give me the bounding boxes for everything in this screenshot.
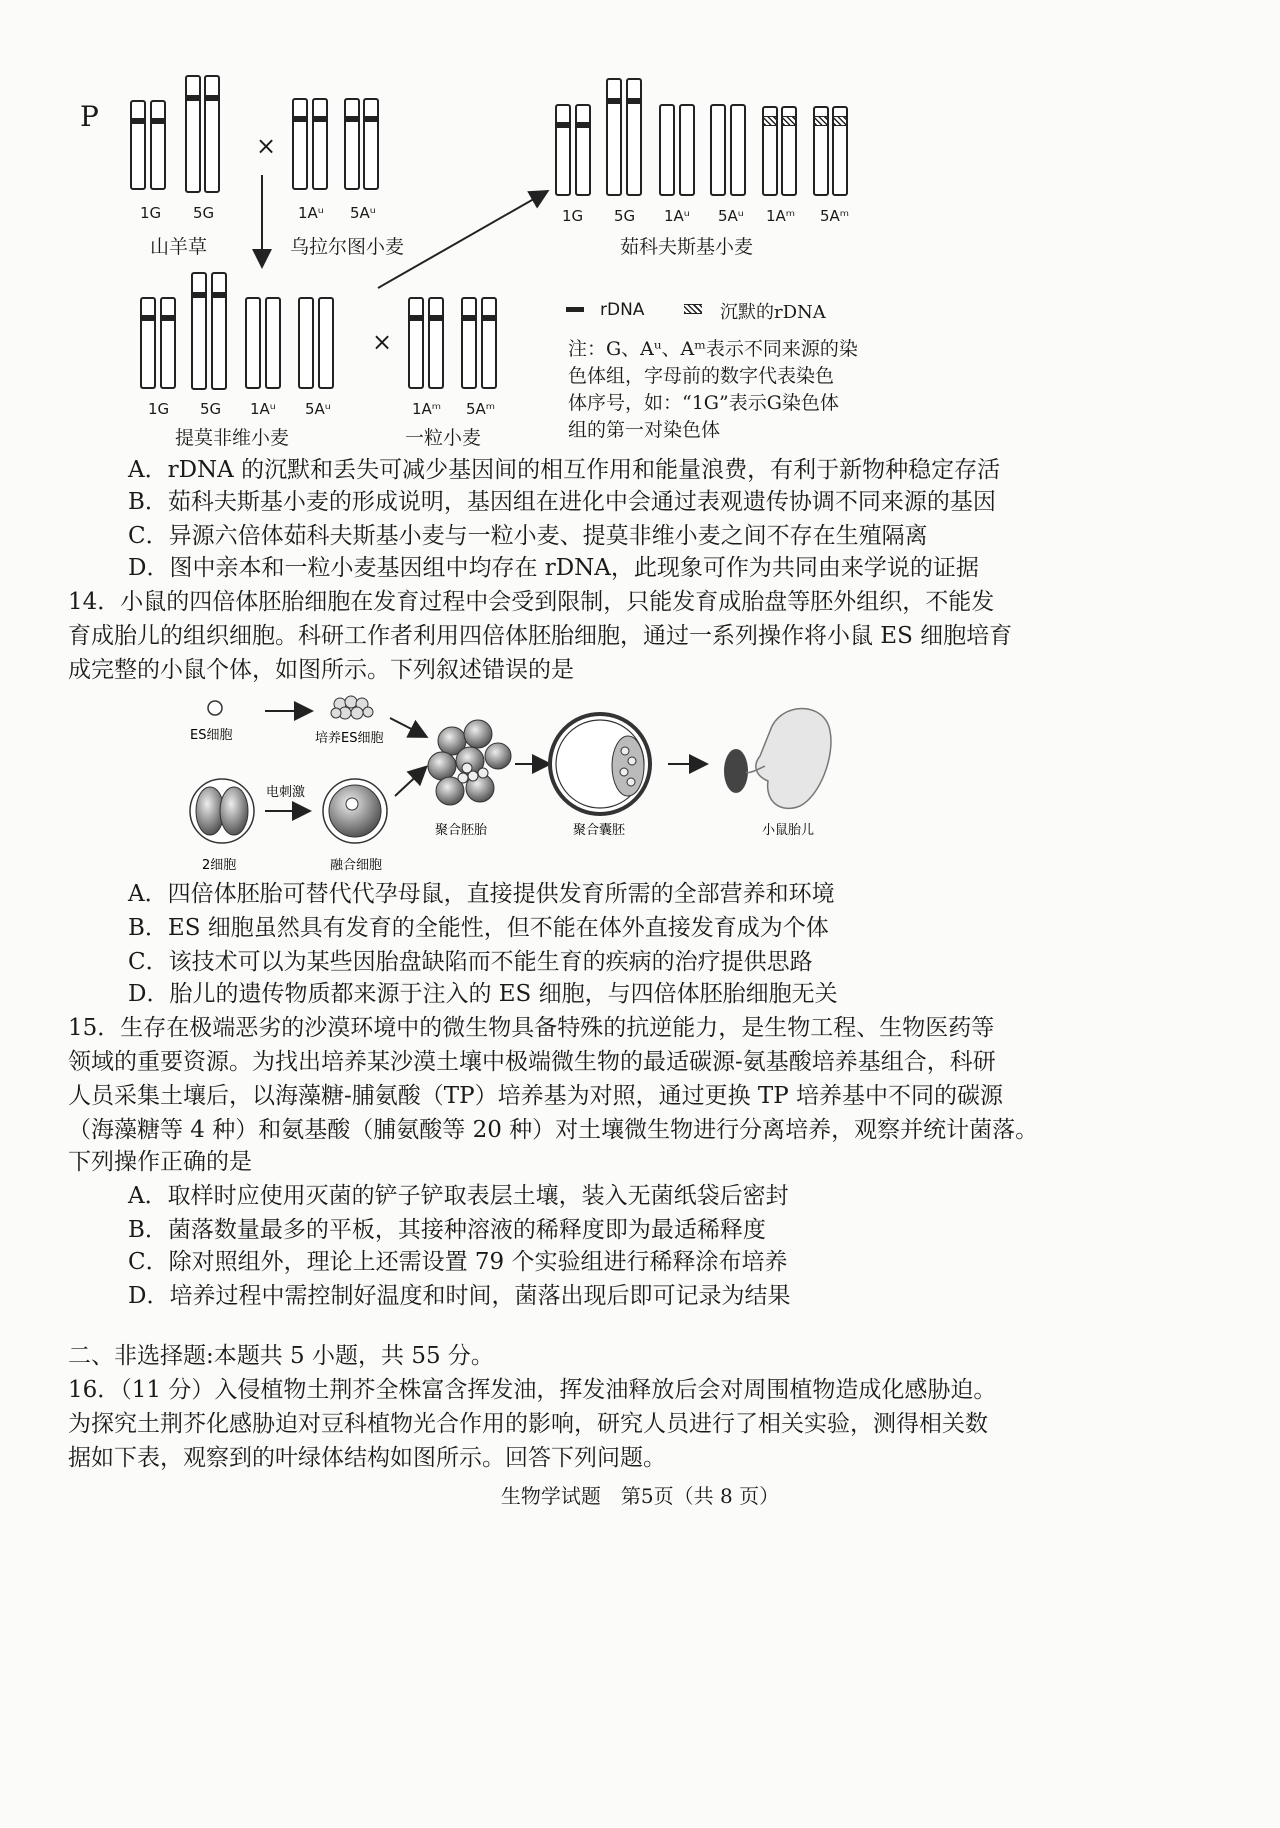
- chr-label: 1G: [140, 204, 162, 222]
- chromosome: [160, 297, 176, 389]
- chromosome: [555, 104, 571, 196]
- p-generation-label: P: [80, 100, 99, 133]
- legend-silent-rdna: 沉默的rDNA: [720, 302, 826, 323]
- q13-option-b: B．茹科夫斯基小麦的形成说明，基因组在进化中会通过表观遗传协调不同来源的基因: [128, 489, 996, 515]
- chromosome: [211, 272, 227, 390]
- silent-rdna-swatch: [684, 304, 702, 314]
- q16-line: 16．（11 分）入侵植物土荆芥全株富含挥发油，挥发油释放后会对周围植物造成化感胁迫。: [68, 1377, 997, 1403]
- chromosome: [265, 297, 281, 389]
- note-line: 体序号，如：“1G”表示G染色体: [568, 392, 839, 414]
- chromosome: [730, 104, 746, 196]
- q16-line: 据如下表，观察到的叶绿体结构如图所示。回答下列问题。: [68, 1445, 666, 1471]
- chromosome: [428, 297, 444, 389]
- chromosome: [481, 297, 497, 389]
- chr-label: 1Aᵐ: [412, 400, 442, 418]
- chromosome: [606, 78, 622, 196]
- two-cell-label: 2细胞: [202, 858, 237, 873]
- chromosome: [191, 272, 207, 390]
- legend-rdna: rDNA: [600, 300, 645, 320]
- q13-option-c: C．异源六倍体茹科夫斯基小麦与一粒小麦、提莫非维小麦之间不存在生殖隔离: [128, 523, 928, 549]
- q15-stem-line: 人员采集土壤后，以海藻糖-脯氨酸（TP）培养基为对照，通过更换 TP 培养基中不同的碳源: [68, 1083, 1004, 1109]
- q15-option-b: B．菌落数量最多的平板，其接种溶液的稀释度即为最适稀释度: [128, 1217, 766, 1243]
- chromosome: [679, 104, 695, 196]
- section-heading: 二、非选择题:本题共 5 小题，共 55 分。: [68, 1343, 494, 1369]
- es-cell-figure: [180, 686, 860, 876]
- cultured-es-cluster: [331, 696, 373, 719]
- aggregate-embryo-label: 聚合胚胎: [435, 823, 488, 838]
- page-footer: 生物学试题 第5页（共 8 页）: [500, 1484, 780, 1508]
- q15-stem-line: 15．生存在极端恶劣的沙漠环境中的微生物具备特殊的抗逆能力，是生物工程、生物医药等: [68, 1015, 995, 1041]
- q13-option-d: D．图中亲本和一粒小麦基因组中均存在 rDNA，此现象可作为共同由来学说的证据: [128, 555, 979, 581]
- chromosome: [408, 297, 424, 389]
- q13-option-a: A．rDNA 的沉默和丢失可减少基因间的相互作用和能量浪费，有利于新物种稳定存活: [128, 457, 1001, 483]
- cross-sign: ×: [372, 328, 393, 356]
- chr-label: 1Aᵘ: [664, 207, 690, 225]
- chromosome: [461, 297, 477, 389]
- chromosome: [626, 78, 642, 196]
- chr-label: 1Aᵘ: [298, 204, 324, 222]
- q15-stem-line: 领域的重要资源。为找出培养某沙漠土壤中极端微生物的最适碳源-氨基酸培养基组合，科研: [68, 1049, 996, 1075]
- chr-label: 5G: [200, 400, 222, 418]
- chr-label: 5G: [193, 204, 215, 222]
- rdna-swatch: [566, 307, 584, 312]
- species-name: 提莫非维小麦: [175, 427, 290, 449]
- q15-option-d: D．培养过程中需控制好温度和时间，菌落出现后即可记录为结果: [128, 1283, 791, 1309]
- note-line: 组的第一对染色体: [568, 419, 721, 441]
- chr-label: 5Aᵐ: [820, 207, 850, 225]
- fetus-label: 小鼠胎儿: [762, 823, 815, 838]
- aggregate-embryo: [428, 720, 511, 805]
- chr-label: 5G: [614, 207, 636, 225]
- chr-label: 5Aᵘ: [350, 204, 376, 222]
- es-cell-label: ES细胞: [190, 728, 233, 743]
- es-cell-icon: [208, 701, 222, 715]
- chromosome: [781, 106, 797, 196]
- q15-option-c: C．除对照组外，理论上还需设置 79 个实验组进行稀释涂布培养: [128, 1249, 788, 1275]
- chromosome: [762, 106, 778, 196]
- electric-stimulation-label: 电刺激: [266, 785, 306, 800]
- aggregate-blastocyst-label: 聚合囊胚: [573, 823, 626, 838]
- species-name: 一粒小麦: [405, 427, 482, 449]
- q15-stem-line: 下列操作正确的是: [68, 1149, 252, 1175]
- chromosome: [140, 297, 156, 389]
- q14-option-c: C．该技术可以为某些因胎盘缺陷而不能生育的疾病的治疗提供思路: [128, 949, 813, 975]
- q16-line: 为探究土荆芥化感胁迫对豆科植物光合作用的影响，研究人员进行了相关实验，测得相关数: [68, 1411, 988, 1437]
- chr-label: 1Aᵐ: [766, 207, 796, 225]
- note-line: 注：G、Aᵘ、Aᵐ表示不同来源的染: [568, 338, 858, 360]
- q14-option-d: D．胎儿的遗传物质都来源于注入的 ES 细胞，与四倍体胚胎细胞无关: [128, 981, 838, 1007]
- q14-stem-line: 14．小鼠的四倍体胚胎细胞在发育过程中会受到限制，只能发育成胎盘等胚外组织，不能发: [68, 589, 995, 615]
- chromosome: [245, 297, 261, 389]
- mouse-fetus: [724, 709, 831, 809]
- cultured-es-label: 培养ES细胞: [315, 731, 384, 746]
- chromosome: [298, 297, 314, 389]
- chr-label: 5Aᵘ: [305, 400, 331, 418]
- q14-option-b: B．ES 细胞虽然具有发育的全能性，但不能在体外直接发育成为个体: [128, 915, 829, 941]
- chromosome: [659, 104, 675, 196]
- aggregate-blastocyst: [550, 714, 650, 814]
- q14-stem-line: 成完整的小鼠个体，如图所示。下列叙述错误的是: [68, 657, 574, 683]
- q15-stem-line: （海藻糖等 4 种）和氨基酸（脯氨酸等 20 种）对土壤微生物进行分离培养，观察并统计菌落。: [68, 1117, 1039, 1143]
- species-name: 山羊草: [150, 236, 208, 258]
- figure-note: [568, 336, 858, 444]
- arrow: [395, 768, 425, 796]
- q15-option-a: A．取样时应使用灭菌的铲子铲取表层土壤，装入无菌纸袋后密封: [128, 1183, 789, 1209]
- chromosome: [813, 106, 829, 196]
- q14-stem-line: 育成胎儿的组织细胞。科研工作者利用四倍体胚胎细胞，通过一系列操作将小鼠 ES 细胞培育: [68, 623, 1013, 649]
- chr-label: 1Aᵘ: [250, 400, 276, 418]
- chromosome: [832, 106, 848, 196]
- chr-label: 1G: [148, 400, 170, 418]
- two-cell-embryo: [190, 779, 254, 843]
- species-name: 茹科夫斯基小麦: [620, 236, 754, 258]
- fused-cell-label: 融合细胞: [330, 858, 383, 873]
- chr-label: 5Aᵐ: [466, 400, 496, 418]
- note-line: 色体组，字母前的数字代表染色: [568, 365, 835, 387]
- species-name: 乌拉尔图小麦: [290, 236, 405, 258]
- fused-cell: [323, 779, 387, 843]
- arrow-up-right: [378, 192, 546, 288]
- cross-sign: ×: [256, 132, 277, 160]
- q14-option-a: A．四倍体胚胎可替代代孕母鼠，直接提供发育所需的全部营养和环境: [128, 881, 835, 907]
- chromosome: [318, 297, 334, 389]
- chromosome: [710, 104, 726, 196]
- chromosome: [575, 104, 591, 196]
- arrow: [390, 718, 425, 736]
- chr-label: 1G: [562, 207, 584, 225]
- chr-label: 5Aᵘ: [718, 207, 744, 225]
